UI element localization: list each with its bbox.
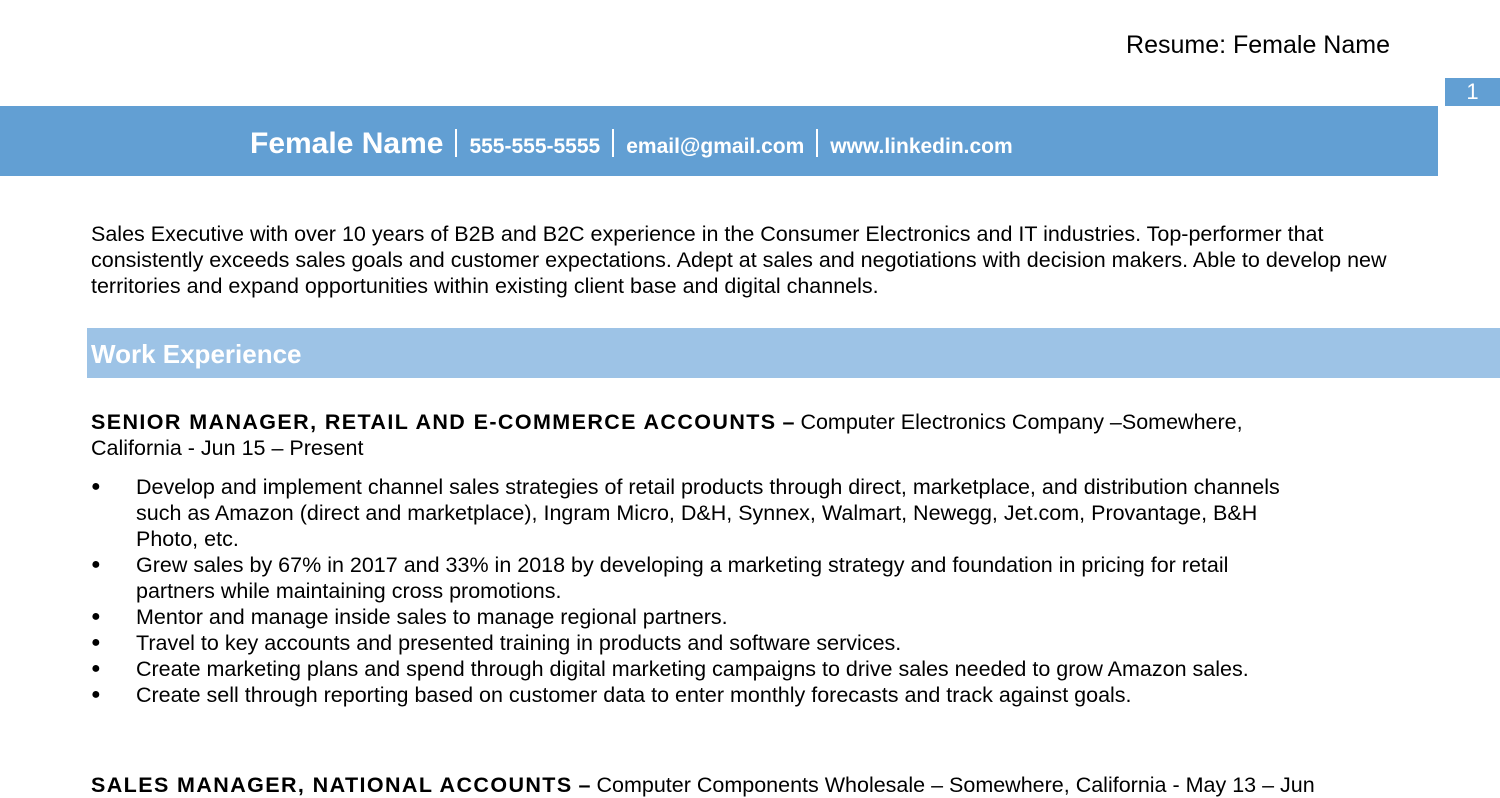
job-details: Computer Electronics Company –Somewhere, California - Jun 15 – Present [91, 410, 1243, 460]
list-item [91, 682, 1311, 708]
email-address[interactable]: email@gmail.com [626, 135, 805, 158]
bullet-text: Travel to key accounts and presented training in products and software services. [136, 631, 902, 655]
job-title: SENIOR MANAGER, RETAIL AND E-COMMERCE ACCOUNTS [91, 410, 777, 434]
list-item [91, 474, 1311, 552]
bullet-icon: ● [91, 660, 101, 677]
contact-line [250, 125, 1013, 161]
separator [816, 129, 818, 157]
bullet-text: Create sell through reporting based on customer data to enter monthly forecasts and track against goals. [136, 683, 1132, 707]
work-experience-header [87, 328, 1500, 378]
page-number: 1 [1445, 78, 1500, 106]
bullet-icon: ● [91, 634, 101, 651]
phone-number: 555-555-5555 [469, 135, 601, 158]
separator [612, 129, 614, 157]
professional-summary: Sales Executive with over 10 years of B2B and B2C experience in the Consumer Electronics and IT industries. Top-performer that consistently exceeds sales goals and customer expectations. Adept at sales and negotiations with decision makers. Able to develop new territories and expand opportunities within existing client base and digital channels. [91, 222, 1387, 298]
linkedin-link[interactable]: www.linkedin.com [830, 135, 1013, 158]
list-item [91, 656, 1311, 682]
list-item [91, 604, 1311, 630]
job-bullet-list [91, 474, 1311, 708]
bullet-text: Create marketing plans and spend through digital marketing campaigns to drive sales needed to grow Amazon sales. [136, 657, 1249, 681]
bullet-text: Develop and implement channel sales strategies of retail products through direct, marketplace, and distribution channels such as Amazon (direct and marketplace), Ingram Micro, D&H, Synnex, Walmart, Newegg, Jet.com, Provantage, B&H Photo, etc. [136, 475, 1280, 551]
section-title: Work Experience [91, 339, 302, 369]
job-dash: – [776, 410, 801, 434]
bullet-icon: ● [91, 556, 101, 573]
running-header: Resume: Female Name [1126, 31, 1390, 59]
job-entry [91, 409, 1331, 461]
bullet-icon: ● [91, 686, 101, 703]
separator [455, 129, 457, 157]
job-title: SALES MANAGER, NATIONAL ACCOUNTS [91, 773, 573, 797]
candidate-name: Female Name [250, 127, 444, 160]
list-item [91, 630, 1311, 656]
job-entry [91, 772, 1391, 798]
bullet-text: Mentor and manage inside sales to manage regional partners. [136, 605, 728, 629]
list-item [91, 552, 1311, 604]
job-dash: – [572, 773, 597, 797]
bullet-text: Grew sales by 67% in 2017 and 33% in 2018 by developing a marketing strategy and foundation in pricing for retail partners while maintaining cross promotions. [136, 553, 1229, 603]
bullet-icon: ● [91, 608, 101, 625]
bullet-icon: ● [91, 478, 101, 495]
job-details: Computer Components Wholesale – Somewhere, California - May 13 – Jun [596, 773, 1315, 797]
name-contact-banner [0, 106, 1438, 176]
